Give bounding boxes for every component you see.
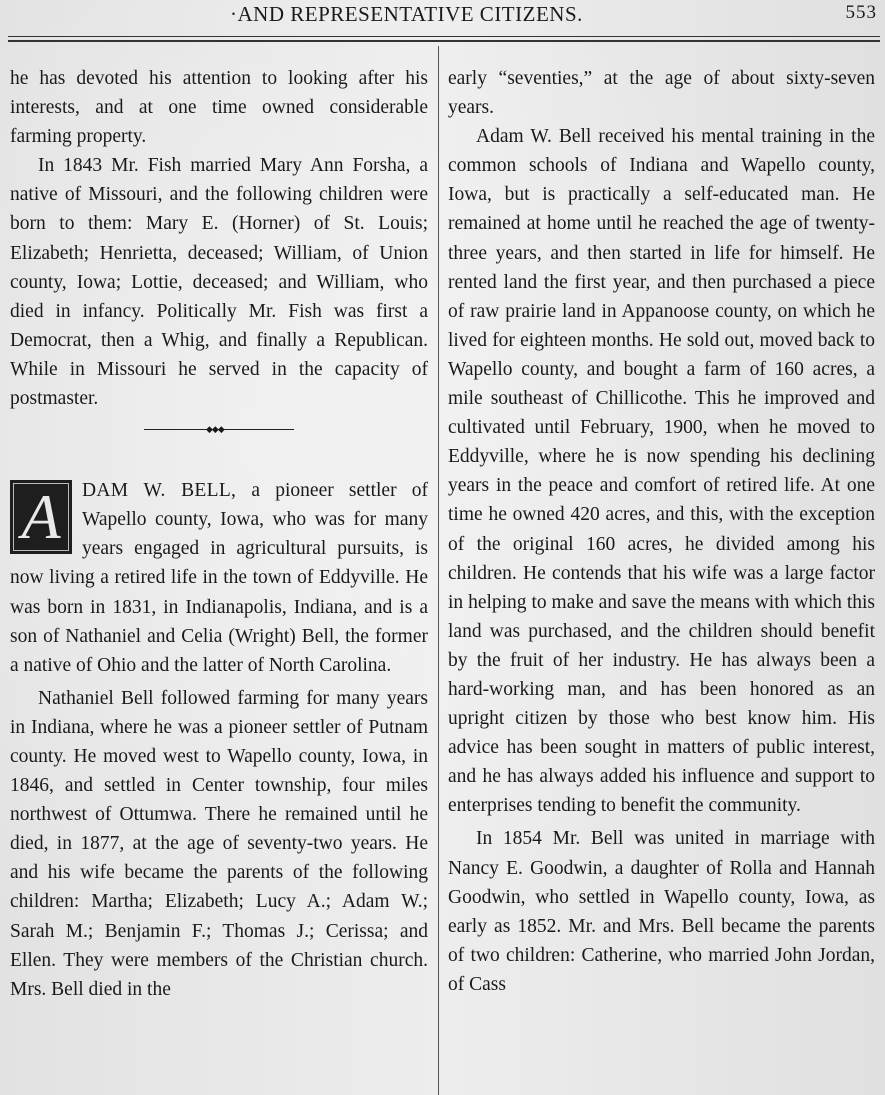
paragraph-nathaniel-bell: Nathaniel Bell followed farming for many years in Indiana, where he was a pioneer settler of Putnam county. He moved west to Wapello county, Iowa, in 1846, and settled in Center township, four miles northwest of Ottumwa. There he remained until he died, in 1877, at the age of seventy-two years. He and his wife became the parents of the following children: Martha; Elizabeth; Lucy A.; Adam W.; Sarah M.; Benjamin F.; Thomas J.; Cerissa; and Ellen. They were members of the Christian church. Mrs. Bell died in the	[10, 687, 428, 1000]
column-separator	[438, 46, 439, 1095]
running-header	[0, 2, 885, 32]
right-column	[448, 64, 875, 999]
paragraph-adam-bell-life: Adam W. Bell received his mental training in the common schools of Indiana and Wapello county, Iowa, but is practically a self-educated man. He remained at home until he reached the age of twenty-three years, and then started in life for himself. He rented land the first year, and then purchased a piece of raw prairie land in Appanoose county, on which he lived for eighteen months. He sold out, moved back to Wapello county, and bought a farm of 160 acres, a mile southeast of Chillicothe. This he improved and cultivated until February, 1900, when he moved to Eddyville, where he is now spending his declining years in the peace and comfort of retired life. At one time he owned 420 acres, and this, with the exception of the original 160 acres, he divided among his children. He contends that his wife was a large factor in helping to make and save the means with which this land was purchased, and the children should benefit by the fruit of her industry. He has always been a hard-working man, and has been honored as an upright citizen by those who best know him. His advice has been sought in matters of public interest, and he has always added his influence and support to enterprises tending to benefit the community.	[448, 126, 875, 817]
left-column	[10, 64, 428, 1004]
paragraph-fish-marriage: In 1843 Mr. Fish married Mary Ann Forsha, a native of Missouri, and the following children were born to them: Mary E. (Horner) of St. Louis; Elizabeth; Henrietta, deceased; William, of Union county, Iowa; Lottie, deceased; and William, who died in infancy. Politically Mr. Fish was first a Democrat, then a Whig, and finally a Republican. While in Missouri he served in the capacity of postmaster.	[10, 155, 428, 410]
page-number: 553	[845, 2, 877, 23]
divider-diamonds-icon: ◆◆◆	[206, 424, 224, 435]
running-title: ·AND REPRESENTATIVE CITIZENS.	[230, 2, 583, 26]
section-divider	[10, 413, 428, 466]
paragraph-bell-marriage: In 1854 Mr. Bell was united in marriage with Nancy E. Goodwin, a daughter of Rolla and Hannah Goodwin, who settled in Wapello county, Iowa, as early as 1852. Mr. and Mrs. Bell became the parents of two children: Catherine, who married John Jordan, of Cass	[448, 828, 875, 995]
drop-cap-initial	[10, 480, 72, 554]
bell-name-lead: DAM W. BELL,	[82, 480, 237, 502]
header-rule-thin	[8, 36, 880, 37]
paragraph-mother-death: early “seventies,” at the age of about sixty-seven years.	[448, 68, 875, 119]
bell-intro-text: a pioneer settler of Wapello county, Iowa, who was for many years engaged in agricultural pursuits, is now living a retired life in the town of Eddyville. He was born in 1831, in Indianapolis, Indiana, and is a son of Nathaniel and Celia (Wright) Bell, the former a native of Ohio and the latter of North Carolina.	[10, 480, 428, 676]
drop-cap-letter: A	[21, 481, 61, 553]
paragraph-fish-property: he has devoted his attention to looking after his interests, and at one time owned considerable farming property.	[10, 68, 428, 148]
paragraph-bell-intro	[10, 476, 428, 680]
bell-biography	[10, 476, 428, 1004]
header-rule-thick	[8, 40, 880, 42]
